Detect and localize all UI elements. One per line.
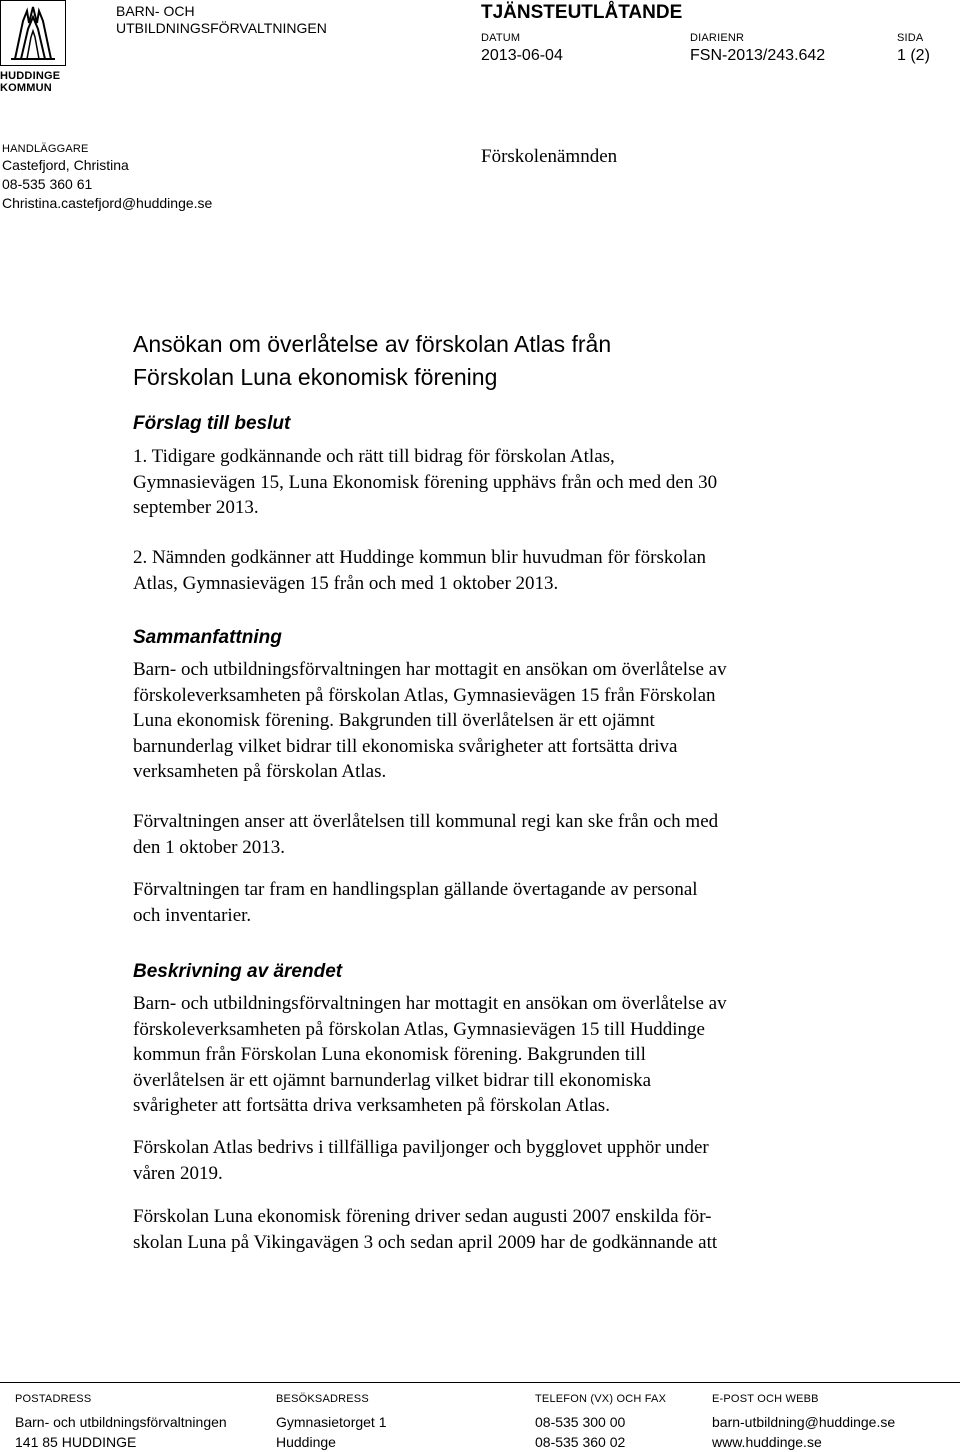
footer-visiting-address: BESÖKSADRESS Gymnasietorget 1 Huddinge bbox=[276, 1393, 387, 1450]
proposal-item-1: 1. Tidigare godkännande och rätt till bidrag för förskolan Atlas, Gymnasievägen 15, Luna Ekonomisk förening upphävs från och med den 30 september 2013. bbox=[133, 446, 718, 518]
page-title: Ansökan om överlåtelse av förskolan Atlas från Förskolan Luna ekonomisk förening bbox=[133, 331, 612, 390]
proposal-heading: Förslag till beslut bbox=[133, 413, 291, 434]
recipient: Förskolenämnden bbox=[481, 146, 618, 167]
proposal-item-2: 2. Nämnden godkänner att Huddinge kommun blir huvudman för förskolan Atlas, Gymnasievägen 15 från och med 1 oktober 2013. bbox=[133, 547, 707, 594]
flame-crest-icon bbox=[1, 1, 65, 65]
logo-text: HUDDINGE KOMMUN bbox=[0, 70, 61, 94]
description-heading: Beskrivning av ärendet bbox=[133, 961, 343, 982]
summary-heading: Sammanfattning bbox=[133, 627, 282, 648]
description-paragraph-3: Förskolan Luna ekonomisk förening driver sedan augusti 2007 enskilda för- skolan Luna på Vikingavägen 3 och sedan april 2009 har de godkännande att bbox=[133, 1206, 718, 1253]
summary-paragraph-1: Barn- och utbildningsförvaltningen har mottagit en ansökan om överlåtelse av förskoleverksamheten på förskolan Atlas, Gymnasievägen 15 från Förskolan Luna ekonomisk förening. Bakgrunden till överlåtelsen är ett ojämnt barnunderlag vilket bidrar till ekonomiska svårigheter att fortsätta driva verksamheten på förskolan Atlas. bbox=[133, 659, 727, 782]
case-officer-block: HANDLÄGGARE Castefjord, Christina 08-535 360 61 Christina.castefjord@huddinge.se bbox=[2, 143, 213, 211]
document-type: TJÄNSTEUTLÅTANDE bbox=[481, 2, 683, 23]
municipality-logo bbox=[0, 0, 66, 66]
footer-email-web: E-POST OCH WEBB barn-utbildning@huddinge.se www.huddinge.se bbox=[712, 1393, 896, 1450]
description-paragraph-1: Barn- och utbildningsförvaltningen har mottagit en ansökan om överlåtelse av förskoleverksamheten på förskolan Atlas, Gymnasievägen 15 till Huddinge kommun från Förskolan Luna ekonomisk förening. Bakgrunden till överlåtelsen är ett ojämnt barnunderlag vilket bidrar till ekonomiska svårigheter att fortsätta driva verksamheten på förskolan Atlas. bbox=[133, 993, 727, 1116]
summary-paragraph-3: Förvaltningen tar fram en handlingsplan gällande övertagande av personal och inventarier. bbox=[133, 879, 698, 926]
footer-divider bbox=[0, 1382, 960, 1383]
summary-paragraph-2: Förvaltningen anser att överlåtelsen till kommunal regi kan ske från och med den 1 oktober 2013. bbox=[133, 811, 719, 858]
footer-postal-address: POSTADRESS Barn- och utbildningsförvaltningen 141 85 HUDDINGE bbox=[15, 1393, 227, 1450]
diary-number-field: DIARIENR FSN-2013/243.642 bbox=[690, 32, 826, 64]
description-paragraph-2: Förskolan Atlas bedrivs i tillfälliga paviljonger och bygglovet upphör under våren 2019. bbox=[133, 1137, 709, 1184]
page-number-field: SIDA 1 (2) bbox=[897, 32, 930, 64]
footer-phone-fax: TELEFON (VX) OCH FAX 08-535 300 00 08-535 360 02 bbox=[535, 1393, 667, 1450]
organization-name: BARN- OCH UTBILDNINGSFÖRVALTNINGEN bbox=[116, 3, 327, 36]
date-field: DATUM 2013-06-04 bbox=[481, 32, 563, 64]
